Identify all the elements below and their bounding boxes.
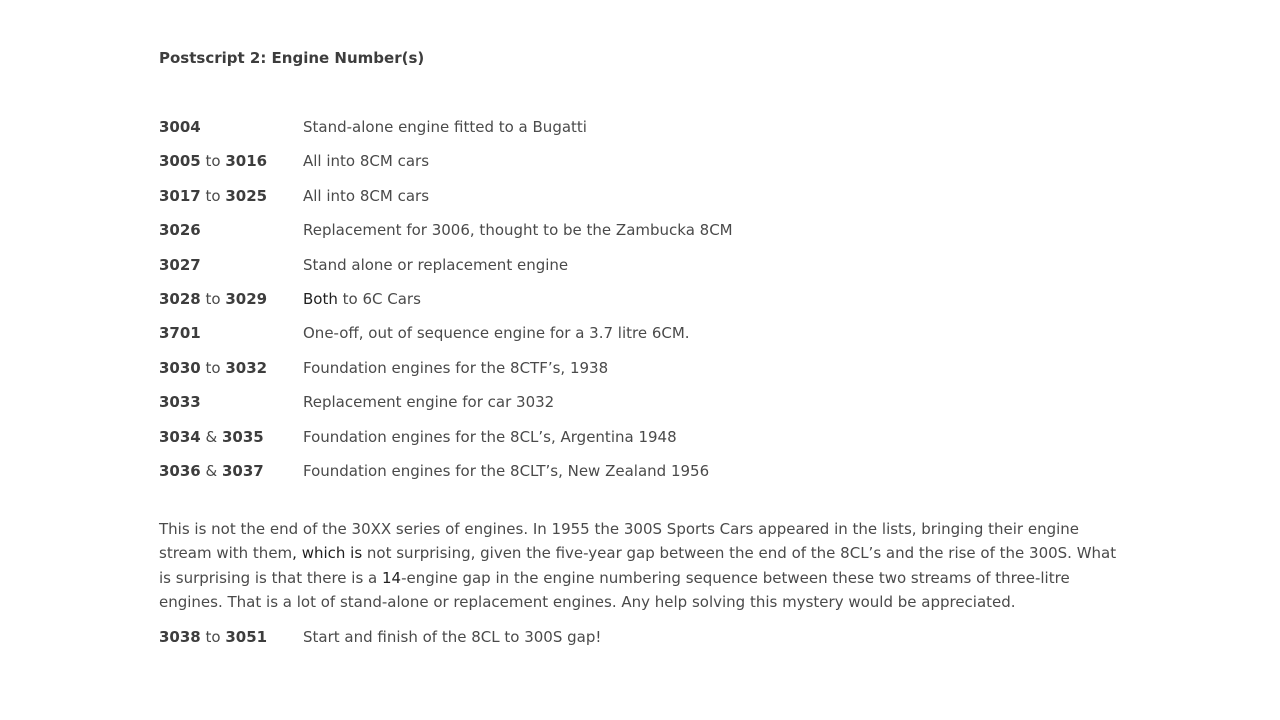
engine-number: 3017 to 3025 <box>159 186 268 205</box>
engine-number-list <box>159 115 1119 483</box>
engine-description: Start and finish of the 8CL to 300S gap! <box>303 627 602 646</box>
engine-number: 3004 <box>159 118 201 136</box>
engine-number: 3036 & 3037 <box>159 461 264 480</box>
engine-row-1 <box>159 149 1119 173</box>
engine-number: 3028 to 3029 <box>159 289 268 308</box>
engine-row-0 <box>159 115 1119 139</box>
engine-description: Foundation engines for the 8CL’s, Argentina 1948 <box>303 427 677 446</box>
engine-number: 3033 <box>159 393 201 412</box>
engine-number: 3038 to 3051 <box>159 627 268 646</box>
engine-number: 3005 to 3016 <box>159 152 268 171</box>
engine-description: All into 8CM cars <box>303 186 430 205</box>
engine-row-7 <box>159 356 1119 380</box>
engine-description: Foundation engines for the 8CLT’s, New Zealand 1956 <box>303 461 710 480</box>
engine-description: Replacement engine for car 3032 <box>303 393 555 412</box>
engine-number: 3701 <box>159 324 201 343</box>
engine-row-9 <box>159 425 1119 449</box>
engine-row-gap <box>159 625 1119 649</box>
engine-description: Stand-alone engine fitted to a Bugatti <box>303 118 587 136</box>
page-title: Postscript 2: Engine Number(s) <box>159 49 425 67</box>
engine-description: Foundation engines for the 8CTF’s, 1938 <box>303 358 609 377</box>
article-content <box>159 46 1119 659</box>
engine-row-2 <box>159 184 1119 208</box>
engine-row-8 <box>159 390 1119 414</box>
engine-number: 3034 & 3035 <box>159 427 264 446</box>
engine-description: Stand alone or replacement engine <box>303 255 569 274</box>
engine-row-10 <box>159 459 1119 483</box>
engine-description: All into 8CM cars <box>303 152 430 171</box>
engine-row-5 <box>159 287 1119 311</box>
engine-number: 3030 to 3032 <box>159 358 268 377</box>
engine-description: Both to 6C Cars <box>303 289 421 308</box>
engine-row-3 <box>159 218 1119 242</box>
engine-number: 3026 <box>159 221 201 240</box>
engine-row-4 <box>159 253 1119 277</box>
engine-number: 3027 <box>159 255 201 274</box>
engine-description: One-off, out of sequence engine for a 3.7 litre 6CM. <box>303 324 690 343</box>
engine-row-6 <box>159 321 1119 345</box>
engine-description: Replacement for 3006, thought to be the Zambucka 8CM <box>303 221 733 240</box>
explanation-paragraph: This is not the end of the 30XX series of engines. In 1955 the 300S Sports Cars appeared in the lists, bringing their engine stream with them, which is not surprising, given the five-year gap between the end of the 8CL’s and the rise of the 300S. What is surprising is that there is a 14-engine gap in the engine numbering sequence between these two streams of three-litre engines. That is a lot of stand-alone or replacement engines. Any help solving this mystery would be appreciated. <box>159 519 1117 612</box>
